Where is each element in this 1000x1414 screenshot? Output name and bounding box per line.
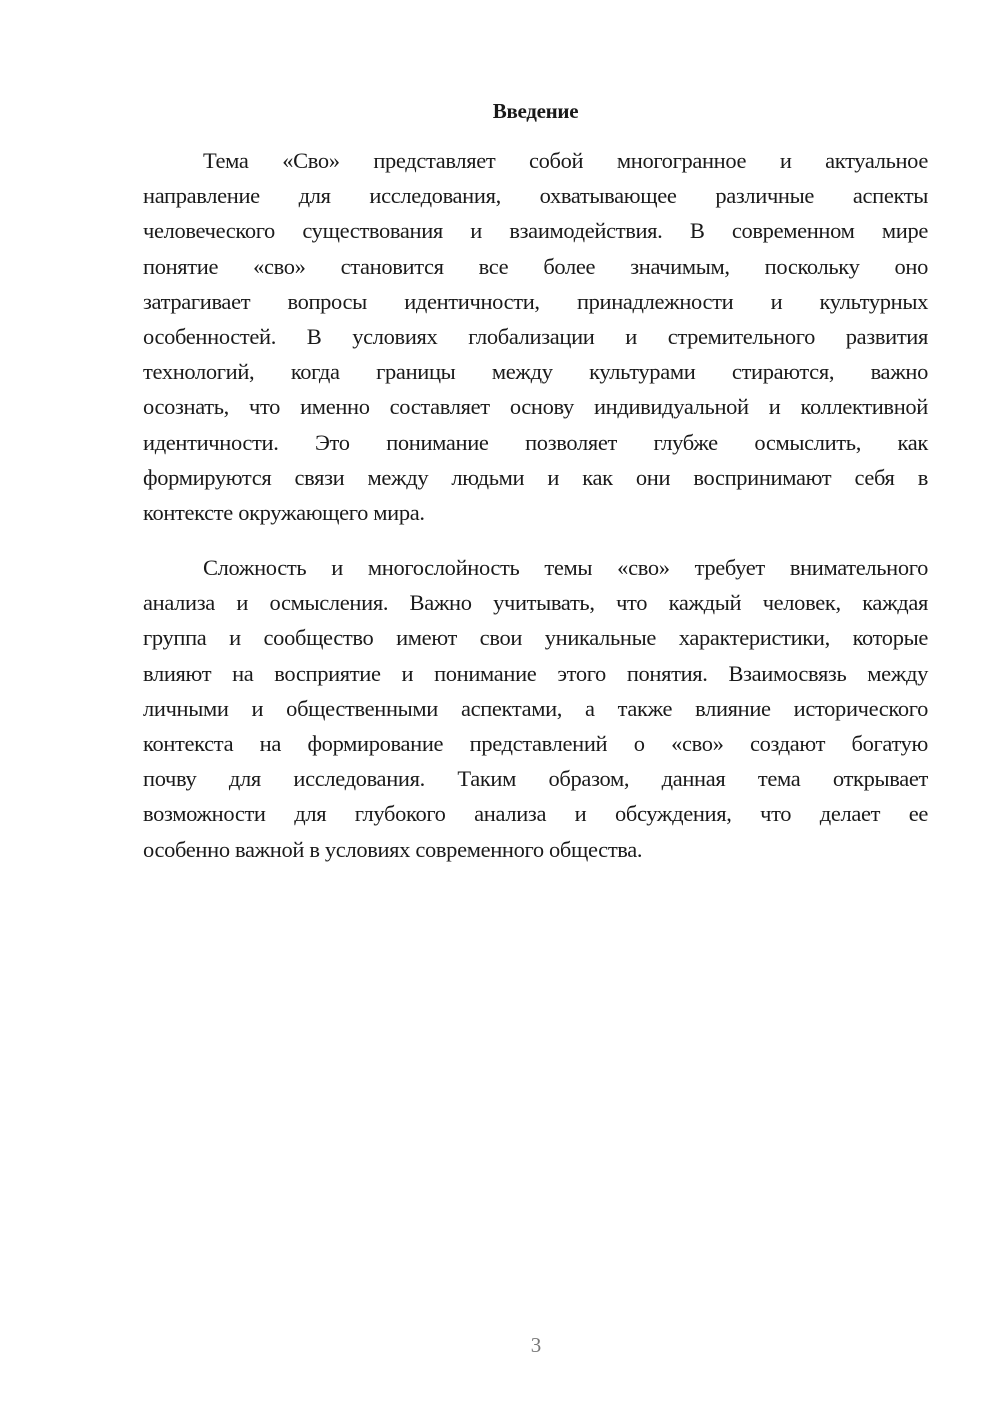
text-line: контексте окружающего мира. bbox=[143, 499, 425, 525]
text-line: идентичности. Это понимание позволяет глубже осмыслить, как bbox=[143, 429, 928, 455]
text-line: понятие «сво» становится все более значимым, поскольку оно bbox=[143, 253, 928, 279]
section-heading: Введение bbox=[492, 99, 579, 123]
page-number: 3 bbox=[530, 1333, 542, 1357]
text-line: направление для исследования, охватывающее различные аспекты bbox=[143, 183, 928, 209]
text-line: анализа и осмысления. Важно учитывать, что каждый человек, каждая bbox=[143, 590, 928, 616]
text-line: возможности для глубокого анализа и обсуждения, что делает ее bbox=[143, 801, 928, 827]
text-line: формируются связи между людьми и как они воспринимают себя в bbox=[143, 464, 928, 490]
text-line: человеческого существования и взаимодействия. В современном мире bbox=[143, 218, 928, 244]
text-line: Сложность и многослойность темы «сво» требует внимательного bbox=[203, 555, 928, 580]
paragraph-1 bbox=[143, 143, 928, 530]
text-line: затрагивает вопросы идентичности, принадлежности и культурных bbox=[143, 288, 928, 314]
text-line: почву для исследования. Таким образом, данная тема открывает bbox=[143, 766, 928, 792]
text-line: влияют на восприятие и понимание этого понятия. Взаимосвязь между bbox=[143, 660, 928, 686]
text-line: осознать, что именно составляет основу индивидуальной и коллективной bbox=[143, 394, 928, 420]
text-line: технологий, когда границы между культурами стираются, важно bbox=[143, 359, 928, 385]
paragraph-2 bbox=[143, 550, 928, 867]
text-line: группа и сообщество имеют свои уникальные характеристики, которые bbox=[143, 625, 928, 651]
text-line: особенно важной в условиях современного общества. bbox=[143, 836, 643, 862]
text-line: контекста на формирование представлений о «сво» создают богатую bbox=[143, 730, 928, 756]
text-line: Тема «Сво» представляет собой многогранное и актуальное bbox=[203, 148, 928, 173]
text-line: личными и общественными аспектами, а также влияние исторического bbox=[143, 695, 928, 721]
text-line: особенностей. В условиях глобализации и стремительного развития bbox=[143, 323, 928, 349]
